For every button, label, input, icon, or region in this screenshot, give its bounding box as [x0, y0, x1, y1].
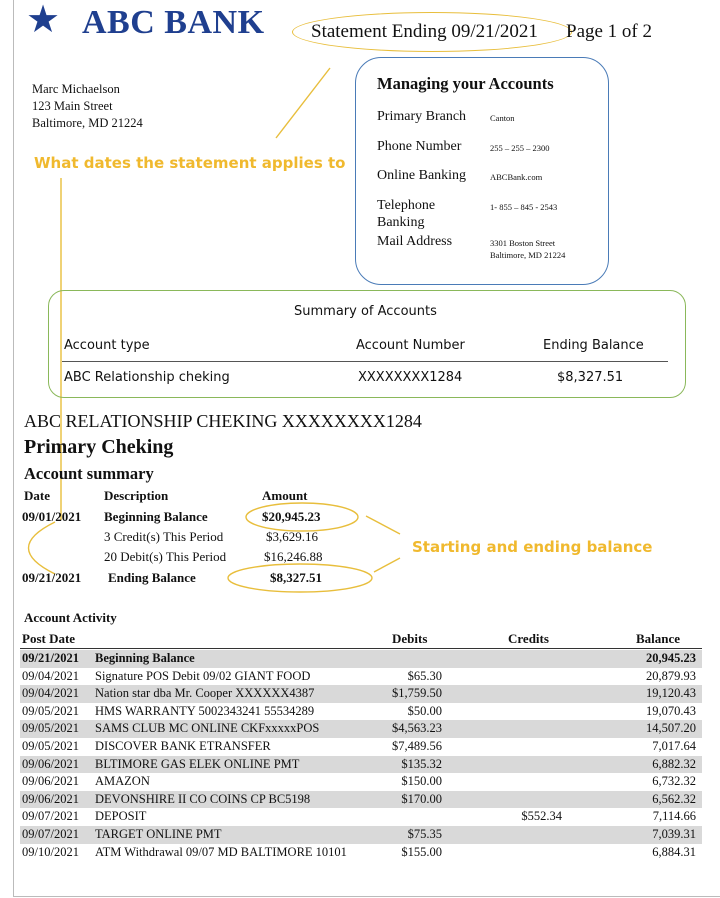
annotation-balance: Starting and ending balance	[412, 538, 653, 556]
date-bracket	[29, 522, 56, 574]
activity-desc: TARGET ONLINE PMT	[95, 827, 222, 841]
activity-desc: DISCOVER BANK ETRANSFER	[95, 739, 271, 753]
activity-title: Account Activity	[24, 610, 117, 625]
summary-debits-amount: $16,246.88	[264, 549, 323, 564]
activity-date: 09/05/2021	[22, 721, 79, 736]
activity-balance: 19,070.43	[646, 703, 696, 718]
summary-end-desc: Ending Balance	[108, 570, 196, 585]
phone-value: 255 – 255 – 2300	[490, 143, 550, 153]
activity-date: 09/06/2021	[22, 791, 79, 806]
header-account-number: Account Number	[356, 338, 465, 353]
activity-desc: Nation star dba Mr. Cooper XXXXXX4387	[95, 686, 315, 701]
mail-label: Mail Address	[377, 234, 453, 249]
table-row	[20, 791, 702, 809]
summary-divider	[62, 361, 668, 362]
branch-value: Canton	[490, 113, 515, 123]
header-ending-balance: Ending Balance	[543, 338, 644, 353]
summary-debits-desc: 20 Debit(s) This Period	[104, 549, 227, 564]
activity-date: 09/07/2021	[22, 827, 79, 841]
activity-balance: 7,039.31	[652, 827, 696, 841]
activity-desc: DEVONSHIRE II CO COINS CP BC5198	[95, 791, 311, 806]
activity-date: 09/07/2021	[22, 809, 79, 824]
activity-date: 09/04/2021	[22, 668, 79, 683]
activity-debit: $50.00	[407, 703, 442, 718]
activity-balance: 20,945.23	[646, 651, 696, 665]
annotation-line-end	[374, 558, 400, 572]
table-row	[20, 738, 702, 756]
summary-header-date: Date	[24, 488, 50, 503]
table-row	[20, 773, 702, 791]
activity-debit: $155.00	[401, 844, 442, 859]
managing-title: Managing your Accounts	[377, 74, 554, 93]
activity-date: 09/04/2021	[22, 686, 79, 701]
summary-end-date: 09/21/2021	[22, 570, 82, 585]
ending-balance-value: $8,327.51	[557, 370, 624, 385]
bank-name: ABC BANK	[82, 4, 265, 41]
activity-divider	[20, 648, 702, 649]
activity-date: 09/06/2021	[22, 756, 79, 771]
customer-city: Baltimore, MD 21224	[32, 116, 143, 130]
activity-balance: 6,732.32	[652, 774, 696, 789]
summary-header-amount: Amount	[262, 488, 308, 503]
table-row	[20, 703, 702, 721]
summary-begin-desc: Beginning Balance	[104, 509, 208, 524]
activity-header-post-date: Post Date	[22, 631, 76, 646]
table-row	[20, 844, 702, 862]
online-label: Online Banking	[377, 168, 467, 183]
summary-begin-amount: $20,945.23	[262, 509, 321, 524]
summary-begin-date: 09/01/2021	[22, 509, 82, 524]
online-value: ABCBank.com	[490, 172, 543, 182]
activity-header-credits: Credits	[508, 631, 549, 646]
activity-balance: 7,017.64	[652, 739, 696, 753]
summary-credits-amount: $3,629.16	[266, 529, 318, 544]
activity-balance: 6,882.32	[652, 756, 696, 771]
primary-cheking-heading: Primary Cheking	[24, 436, 174, 458]
activity-debit: $1,759.50	[392, 686, 442, 701]
table-row	[20, 756, 702, 774]
activity-debit: $150.00	[401, 774, 442, 789]
annotation-dates: What dates the statement applies to	[34, 154, 346, 172]
activity-balance: 6,562.32	[652, 791, 696, 806]
activity-debit: $7,489.56	[392, 739, 442, 753]
activity-date: 09/06/2021	[22, 774, 79, 789]
branch-label: Primary Branch	[377, 109, 467, 124]
activity-date: 09/05/2021	[22, 703, 79, 718]
page-number: Page 1 of 2	[566, 21, 653, 42]
activity-debit: $4,563.23	[392, 721, 442, 736]
activity-balance: 6,884.31	[652, 844, 696, 859]
account-type-value: ABC Relationship cheking	[64, 370, 230, 385]
customer-street: 123 Main Street	[32, 99, 113, 113]
activity-balance: 20,879.93	[646, 668, 696, 683]
mail-value-street: 3301 Boston Street	[490, 238, 556, 248]
table-row	[20, 808, 702, 826]
activity-date: 09/05/2021	[22, 739, 79, 753]
activity-debit: $65.30	[407, 668, 442, 683]
mail-value-city: Baltimore, MD 21224	[490, 250, 566, 260]
table-row	[20, 668, 702, 686]
table-row	[20, 650, 702, 668]
account-summary-heading: Account summary	[24, 464, 154, 483]
activity-header-debits: Debits	[392, 631, 428, 646]
account-number-value: XXXXXXXX1284	[358, 370, 463, 385]
activity-debit: $135.32	[401, 756, 442, 771]
activity-desc: HMS WARRANTY 5002343241 55534289	[95, 703, 315, 718]
account-heading: ABC RELATIONSHIP CHEKING XXXXXXXX1284	[24, 411, 422, 431]
table-row	[20, 720, 702, 738]
star-logo-icon: ★	[26, 0, 61, 41]
customer-name: Marc Michaelson	[32, 82, 120, 96]
activity-date: 09/10/2021	[22, 844, 79, 859]
activity-desc: BLTIMORE GAS ELEK ONLINE PMT	[95, 756, 300, 771]
phone-label: Phone Number	[377, 139, 462, 154]
table-row	[20, 685, 702, 703]
activity-desc: AMAZON	[95, 774, 150, 789]
activity-debit: $170.00	[401, 791, 442, 806]
activity-credit: $552.34	[521, 809, 562, 824]
summary-header-description: Description	[104, 488, 169, 503]
annotation-line-statement	[276, 68, 330, 138]
activity-header-balance: Balance	[636, 631, 681, 646]
summary-credits-desc: 3 Credit(s) This Period	[104, 529, 224, 544]
annotation-line-begin	[366, 516, 400, 534]
summary-end-amount: $8,327.51	[270, 570, 322, 585]
statement-ending: Statement Ending 09/21/2021	[311, 21, 538, 42]
telephone-label: Telephone Banking	[377, 198, 436, 230]
summary-title: Summary of Accounts	[294, 304, 437, 319]
activity-desc: Beginning Balance	[95, 651, 195, 665]
activity-date: 09/21/2021	[22, 651, 79, 665]
activity-balance: 7,114.66	[652, 809, 696, 824]
activity-desc: Signature POS Debit 09/02 GIANT FOOD	[95, 668, 311, 683]
activity-desc: DEPOSIT	[95, 809, 147, 824]
activity-debit: $75.35	[407, 827, 442, 841]
activity-balance: 14,507.20	[646, 721, 696, 736]
header-account-type: Account type	[64, 338, 150, 353]
telephone-value: 1- 855 – 845 - 2543	[490, 202, 558, 212]
activity-balance: 19,120.43	[646, 686, 696, 701]
table-row	[20, 826, 702, 844]
activity-desc: ATM Withdrawal 09/07 MD BALTIMORE 10101	[95, 844, 347, 859]
activity-desc: SAMS CLUB MC ONLINE CKFxxxxxPOS	[95, 721, 320, 736]
